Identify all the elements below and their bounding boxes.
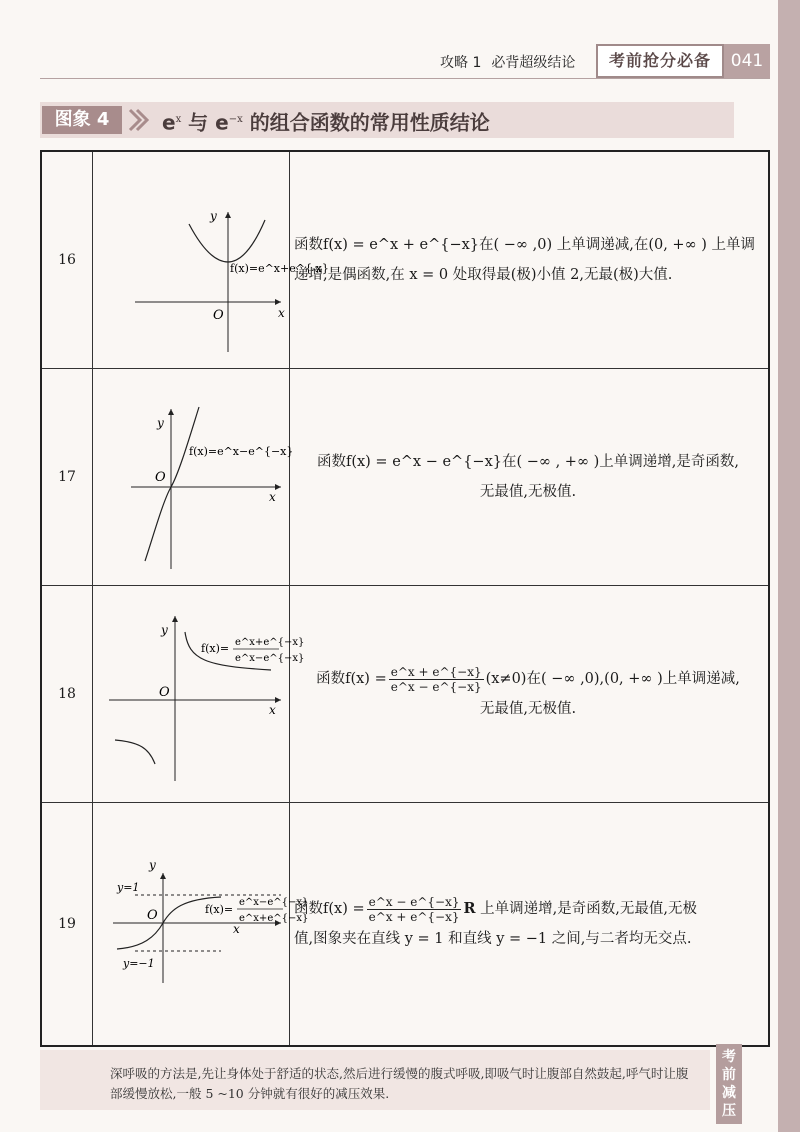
row-number: 18	[41, 586, 93, 803]
y-axis-label: y	[149, 858, 156, 872]
footer-tip	[40, 1050, 710, 1110]
y-axis-label: y	[210, 209, 217, 223]
origin-label: O	[147, 908, 158, 923]
asymptote-label-bottom: y=−1	[123, 957, 155, 970]
fraction: $\frac{e\^{}x + e\^{}\{-x\}}{e\^{}x - e\^{}\{-x\}}$	[390, 664, 482, 694]
header-tag: 考前抢分必备	[596, 44, 724, 78]
fraction: $\frac{e\^{}x - e\^{}\{-x\}}{e\^{}x + e\^{}\{-x\}}$	[368, 894, 460, 924]
origin-label: O	[155, 470, 166, 485]
description-cell	[290, 369, 770, 586]
graph-cell	[93, 151, 329, 369]
graph-coth	[93, 586, 305, 798]
description-line: 函数f(x) = $\frac{e\^{}x + e\^{}\{-x\}}{e\^{}x - e\^{}\{-x\}}$ (x≠0)在( −∞ ,0),(0, +∞ )上单调递减,	[316, 664, 740, 694]
function-label: f(x)=	[205, 903, 234, 916]
x-axis-label: x	[233, 922, 240, 936]
properties-table	[40, 150, 770, 1047]
origin-label: O	[159, 685, 170, 700]
function-label-numerator: e^x+e^{−x}	[235, 637, 305, 648]
strategy-label: 攻略 1	[440, 55, 482, 71]
header-rule	[40, 78, 770, 79]
graph-odd-difference	[93, 369, 294, 581]
page-number: 041	[724, 44, 770, 78]
row-number: 17	[41, 369, 93, 586]
x-axis-label: x	[269, 490, 276, 504]
function-label: f(x)=e^x−e^{−x}	[189, 445, 294, 458]
function-label-numerator: e^x−e^{−x}	[239, 897, 309, 908]
y-axis-label: y	[161, 623, 168, 637]
graph-cell	[93, 803, 309, 1047]
x-axis-label: x	[278, 306, 285, 320]
page-edge-strip	[778, 0, 800, 1132]
x-axis-label: x	[269, 703, 276, 717]
origin-label: O	[213, 308, 224, 323]
footer-text: 深呼吸的方法是,先让身体处于舒适的状态,然后进行缓慢的腹式呼吸,即吸气时让腹部自然鼓起,呼气时让腹部缓慢放松,一般 5 ~10 分钟就有很好的减压效果.	[110, 1066, 689, 1101]
y-axis-label: y	[157, 416, 164, 430]
section-title: $e^x$ 与 $e^{-x}$ 的组合函数的常用性质结论	[162, 110, 490, 135]
function-label: f(x)=	[201, 642, 230, 655]
description-line: 无最值,无极值.	[479, 701, 577, 717]
asymptote-label-top: y=1	[117, 881, 140, 894]
function-label: f(x)=e^x+e^{-x}	[230, 262, 329, 275]
description-line: 函数f(x) = $\frac{e\^{}x - e\^{}\{-x\}}{e\^{}x + e\^{}\{-x\}}$ R 上单调递增,是奇函数,无最值,无极	[294, 894, 697, 924]
row-number: 19	[41, 803, 93, 1047]
running-head	[440, 52, 575, 72]
table-row	[41, 586, 769, 803]
description-cell: 函数f(x) = e^x + e^{−x}在( −∞ ,0) 上单调递减,在(0, +∞ ) 上单调递增,是偶函数,在 x = 0 处取得最(极)小值 2,无最(极)大值.	[290, 151, 770, 369]
function-label-denominator: e^x+e^{−x}	[239, 913, 309, 924]
row-number: 16	[41, 151, 93, 369]
description-line: 函数f(x) = e^x − e^{−x}在( −∞ , +∞ )上单调递增,是奇函数,	[316, 454, 740, 470]
graph-tanh	[93, 803, 309, 1041]
graph-cell	[93, 586, 305, 803]
graph-even-sum	[93, 152, 329, 364]
section-label: 必背超级结论	[491, 55, 576, 71]
side-tab: 考前减压	[716, 1044, 742, 1124]
description-cell	[290, 586, 770, 803]
description-line: 值,图象夹在直线 y = 1 和直线 y = −1 之间,与二者均无交点.	[294, 931, 692, 947]
table-row	[41, 151, 769, 369]
graph-cell	[93, 369, 294, 586]
description-cell	[290, 803, 770, 1047]
description-line: 无最值,无极值.	[479, 484, 577, 500]
figure-label: 图象 4	[42, 106, 122, 134]
function-label-denominator: e^x−e^{−x}	[235, 653, 305, 664]
chevron-right-icon	[126, 108, 150, 132]
section-banner	[40, 102, 734, 138]
table-row	[41, 803, 769, 1047]
table-row	[41, 369, 769, 586]
